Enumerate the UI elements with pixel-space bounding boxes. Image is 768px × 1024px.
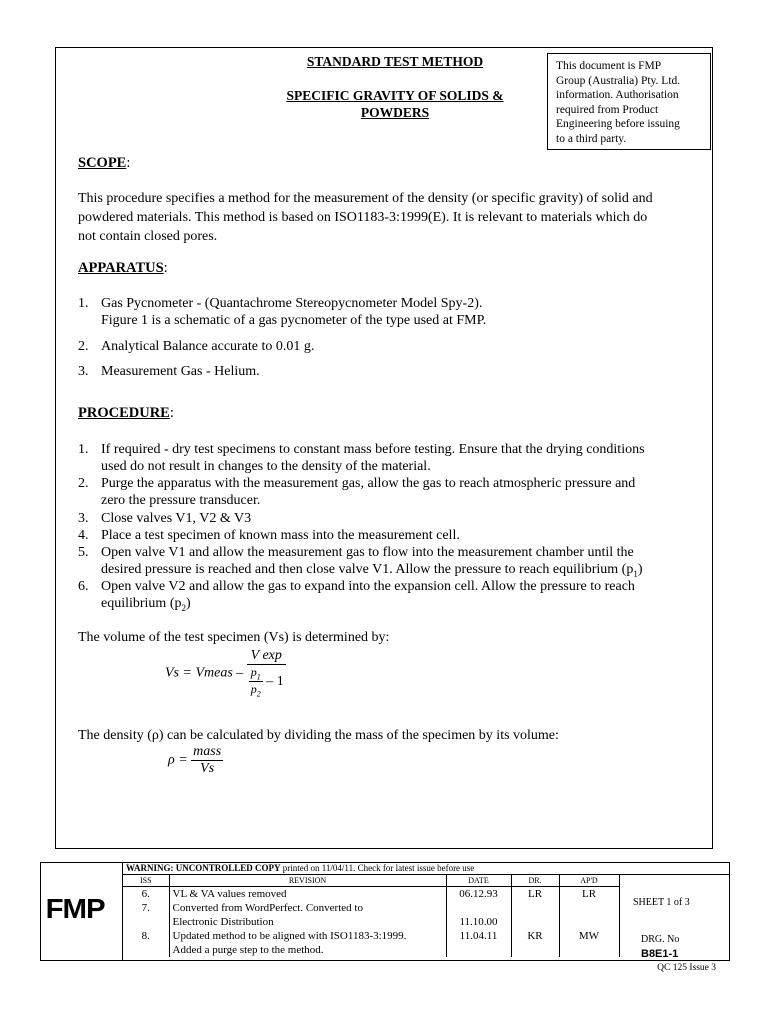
column-header: REVISION (169, 875, 446, 887)
step-text: used do not result in changes to the density of the material. (101, 459, 431, 474)
inner-den-text: p (250, 682, 257, 697)
cell-revision: Updated method to be aligned with ISO1183-3:1999. (169, 929, 446, 943)
formula-numerator: V exp (247, 648, 286, 665)
apparatus-heading (78, 260, 168, 277)
cell-date: 11.04.11 (446, 929, 511, 943)
procedure-step (78, 441, 714, 475)
uncontrolled-copy-warning (123, 863, 730, 875)
table-row (123, 901, 619, 915)
step-text: Open valve V1 and allow the measurement gas to flow into the measurement chamber until the (101, 545, 634, 560)
step-text: zero the pressure transducer. (101, 493, 261, 508)
procedure-heading-colon: : (169, 405, 174, 421)
cell-date (446, 943, 511, 957)
volume-intro: The volume of the test specimen (Vs) is determined by: (78, 630, 390, 645)
procedure-heading-text: PROCEDURE (78, 405, 170, 421)
procedure-step (78, 578, 714, 617)
step-text-part: ) (186, 596, 191, 611)
item-text: Analytical Balance accurate to 0.01 g. (101, 339, 315, 354)
cell-apd: LR (559, 887, 619, 902)
procedure-step (78, 544, 714, 583)
formula-numerator: mass (193, 744, 222, 759)
notice-line: required from Product (556, 103, 659, 116)
item-number: 2. (78, 339, 89, 354)
minus-one: – 1 (266, 673, 284, 689)
logo-cell (41, 863, 123, 960)
step-number: 4. (78, 528, 89, 543)
notice-line: Group (Australia) Pty. Ltd. (556, 74, 681, 87)
step-number: 3. (78, 511, 89, 526)
step-text: Open valve V2 and allow the gas to expand into the expansion cell. Allow the pressure to reach (101, 579, 635, 594)
cell-date (446, 901, 511, 915)
drawing-number: B8E1-1 (641, 948, 679, 960)
apparatus-item (78, 363, 714, 380)
item-text: Measurement Gas - Helium. (101, 364, 260, 379)
formula-fraction (247, 648, 286, 699)
density-intro: The density (ρ) can be calculated by dividing the mass of the specimen by its volume: (78, 728, 559, 743)
density-formula (168, 744, 223, 777)
scope-line: not contain closed pores. (78, 229, 218, 244)
step-text-part: ) (637, 562, 643, 577)
notice-line: This document is FMP (556, 60, 662, 72)
step-text: Place a test specimen of known mass into the measurement cell. (101, 528, 460, 543)
formula-fraction (191, 744, 223, 777)
cell-iss (123, 915, 169, 929)
formula-lhs: ρ = (168, 752, 188, 768)
fmp-logo: FMP (45, 893, 105, 924)
scope-paragraph (78, 189, 714, 246)
sheet-number: SHEET 1 of 3 (633, 897, 690, 908)
cell-dr: LR (511, 887, 559, 902)
item-text: Gas Pycnometer - (Quantachrome Stereopycnometer Model Spy-2). (101, 296, 483, 311)
scope-heading (78, 155, 130, 172)
step-text: Purge the apparatus with the measurement gas, allow the gas to reach atmospheric pressure and (101, 476, 636, 491)
drawing-number-label: DRG. No (641, 934, 680, 945)
cell-date: 06.12.93 (446, 887, 511, 902)
cell-dr (511, 915, 559, 929)
table-row (123, 887, 619, 902)
column-header: DR. (511, 875, 559, 887)
procedure-step (78, 475, 714, 509)
warning-bold: WARNING: UNCONTROLLED COPY (126, 863, 281, 873)
title-block (40, 862, 730, 961)
cell-date: 11.10.00 (446, 915, 511, 929)
cell-apd (559, 943, 619, 957)
drawing-number-box (619, 918, 729, 960)
table-row (123, 929, 619, 943)
step-text-part: desired pressure is reached and then close valve V1. Allow the pressure to reach equilibrium (p (101, 562, 634, 577)
cell-dr: KR (511, 929, 559, 943)
cell-dr (511, 901, 559, 915)
doc-type-title: STANDARD TEST METHOD (306, 54, 484, 69)
revision-table (123, 875, 620, 957)
cell-iss: 8. (123, 929, 169, 943)
scope-line: powdered materials. This method is based on ISO1183-3:1999(E). It is relevant to materials which do (78, 210, 648, 225)
formula-denominator: Vs (200, 761, 215, 776)
volume-formula (165, 648, 286, 699)
scope-line: This procedure specifies a method for the measurement of the density (or specific gravity) of solid and (78, 191, 653, 206)
scope-heading-text: SCOPE (78, 155, 127, 171)
step-text: Close valves V1, V2 & V3 (101, 511, 252, 526)
formula-denominator (247, 665, 286, 699)
doc-title-line1: SPECIFIC GRAVITY OF SOLIDS & (286, 88, 504, 103)
apparatus-heading-colon: : (163, 260, 168, 276)
notice-line: to a third party. (556, 132, 627, 145)
apparatus-heading-text: APPARATUS (78, 260, 164, 276)
scope-heading-colon: : (126, 155, 131, 171)
table-row (123, 915, 619, 929)
inner-fraction (249, 665, 263, 699)
column-header: ISS (123, 875, 169, 887)
cell-apd (559, 901, 619, 915)
step-text: If required - dry test specimens to constant mass before testing. Ensure that the drying conditions (101, 442, 645, 457)
item-text: Figure 1 is a schematic of a gas pycnometer of the type used at FMP. (101, 313, 487, 328)
step-text-part: equilibrium (p (101, 596, 182, 611)
form-reference: QC 125 Issue 3 (657, 963, 716, 973)
step-number: 1. (78, 442, 89, 457)
cell-iss: 7. (123, 901, 169, 915)
step-text (101, 595, 714, 617)
cell-revision: Electronic Distribution (169, 915, 446, 929)
procedure-heading (78, 405, 174, 422)
subscript: 2 (181, 602, 186, 613)
cell-apd: MW (559, 929, 619, 943)
step-number: 6. (78, 579, 89, 594)
subscript: 2 (256, 689, 261, 699)
column-header: DATE (446, 875, 511, 887)
step-number: 2. (78, 476, 89, 491)
procedure-step (78, 527, 714, 544)
formula-lhs: Vs = Vmeas – (165, 665, 244, 681)
notice-line: information. Authorisation (556, 89, 679, 102)
sheet-cell (619, 875, 729, 960)
doc-title-line2: POWDERS (360, 105, 430, 120)
confidentiality-notice (547, 53, 711, 150)
inner-num-text: p (250, 665, 257, 679)
cell-revision: Converted from WordPerfect. Converted to (169, 901, 446, 915)
cell-revision: Added a purge step to the method. (169, 943, 446, 957)
inner-numerator (249, 665, 263, 682)
apparatus-item (78, 338, 714, 355)
table-row (123, 943, 619, 957)
notice-line: Engineering before issuing (556, 118, 680, 131)
item-number: 1. (78, 296, 89, 311)
cell-dr (511, 943, 559, 957)
warning-text: printed on 11/04/11. Check for latest issue before use (280, 863, 475, 873)
item-number: 3. (78, 364, 89, 379)
column-header: AP'D (559, 875, 619, 887)
subscript: 1 (256, 672, 261, 682)
cell-iss (123, 943, 169, 957)
subscript: 1 (633, 568, 638, 579)
cell-apd (559, 915, 619, 929)
inner-denominator (249, 682, 263, 698)
procedure-step (78, 510, 714, 527)
table-header-row (123, 875, 619, 887)
step-number: 5. (78, 545, 89, 560)
cell-revision: VL & VA values removed (169, 887, 446, 902)
apparatus-item (78, 295, 714, 329)
cell-iss: 6. (123, 887, 169, 902)
